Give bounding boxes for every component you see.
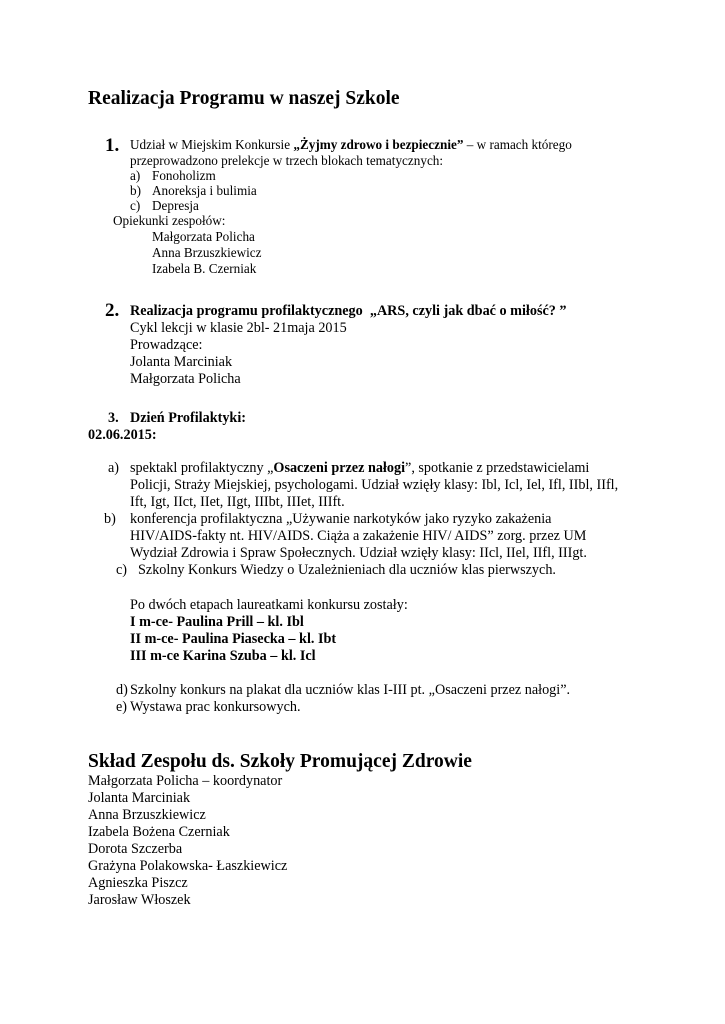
team-member: Jarosław Włoszek [88, 892, 191, 908]
section-1-item-b: Anoreksja i bulimia [152, 183, 257, 198]
section-3-item-b-line-1: konferencja profilaktyczna „Używanie narkotyków jako ryzyko zakażenia [130, 511, 552, 527]
section-1-line-1: Udział w Miejskim Konkursie „Żyjmy zdrowo i bezpiecznie” – w ramach którego [130, 137, 572, 152]
team-member: Małgorzata Policha – koordynator [88, 773, 283, 789]
section-1-item-c: Depresja [152, 198, 199, 213]
section-2-line-4: Małgorzata Policha [130, 371, 241, 387]
team-member: Anna Brzuszkiewicz [88, 807, 206, 823]
section-3-item-a-line-1: spektakl profilaktyczny „Osaczeni przez nałogi”, spotkanie z przedstawicielami [130, 460, 590, 476]
section-2-line-3: Jolanta Marciniak [130, 354, 233, 370]
section-3-item-c-marker: c) [116, 562, 128, 578]
section-3-item-e: Wystawa prac konkursowych. [130, 699, 301, 715]
team-member: Dorota Szczerba [88, 841, 183, 857]
section-3-date: 02.06.2015: [88, 427, 157, 443]
page-title: Realizacja Programu w naszej Szkole [88, 88, 400, 109]
section-3-item-a-line-3: Ift, Igt, IIct, IIet, IIgt, IIIbt, IIIet, IIIft. [130, 494, 345, 510]
laureate-2: II m-ce- Paulina Piasecka – kl. Ibt [130, 631, 337, 647]
section-1-supervisor-1: Małgorzata Policha [152, 229, 255, 244]
section-3-item-a-marker: a) [108, 460, 120, 476]
section-1-line-2: przeprowadzono prelekcje w trzech blokach tematycznych: [130, 153, 444, 168]
laureate-1: I m-ce- Paulina Prill – kl. Ibl [130, 614, 304, 630]
team-member: Agnieszka Piszcz [88, 875, 188, 891]
section-3-item-b-line-2: HIV/AIDS-fakty nt. HIV/AIDS. Ciąża a zakażenie HIV/ AIDS” zorg. przez UM [130, 528, 587, 544]
laureate-3: III m-ce Karina Szuba – kl. Icl [130, 648, 316, 664]
section-1-item-a: Fonoholizm [152, 168, 216, 183]
section-3-heading: Dzień Profilaktyki: [130, 410, 246, 426]
section-1-supervisor-3: Izabela B. Czerniak [152, 261, 257, 276]
laureates-intro: Po dwóch etapach laureatkami konkursu zostały: [130, 597, 408, 613]
section-3-item-d-marker: d) [116, 682, 128, 698]
section-2-number: 2. [105, 300, 120, 321]
team-member: Grażyna Polakowska- Łaszkiewicz [88, 858, 288, 874]
section-2-line-1: Cykl lekcji w klasie 2bl- 21maja 2015 [130, 320, 347, 336]
section-1-item-a-marker: a) [130, 168, 141, 183]
section-1-supervisor-2: Anna Brzuszkiewicz [152, 245, 262, 260]
section-3-item-d: Szkolny konkurs na plakat dla uczniów klas I-III pt. „Osaczeni przez nałogi”. [130, 682, 571, 698]
section-2-heading: Realizacja programu profilaktycznego „ARS, czyli jak dbać o miłość? ” [130, 303, 567, 319]
section-3-item-c: Szkolny Konkurs Wiedzy o Uzależnieniach dla uczniów klas pierwszych. [138, 562, 556, 578]
section-3-item-e-marker: e) [116, 699, 128, 715]
section-3-item-b-marker: b) [104, 511, 116, 527]
team-member: Izabela Bożena Czerniak [88, 824, 230, 840]
section-3-item-a-line-2: Policji, Straży Miejskiej, psychologami. Udział wzięły klasy: Ibl, Icl, Iel, Ifl, IIbl, IIfl, [130, 477, 619, 493]
team-heading: Skład Zespołu ds. Szkoły Promującej Zdrowie [88, 751, 472, 772]
team-member: Jolanta Marciniak [88, 790, 191, 806]
section-1-item-b-marker: b) [130, 183, 141, 198]
section-1-supervisors-label: Opiekunki zespołów: [113, 213, 226, 228]
section-1-number: 1. [105, 135, 120, 156]
section-3-number: 3. [108, 410, 119, 426]
section-1-item-c-marker: c) [130, 198, 141, 213]
section-3-item-b-line-3: Wydział Zdrowia i Spraw Społecznych. Udział wzięły klasy: IIcl, IIel, IIfl, IIIgt. [130, 545, 587, 561]
section-2-line-2: Prowadzące: [130, 337, 203, 353]
